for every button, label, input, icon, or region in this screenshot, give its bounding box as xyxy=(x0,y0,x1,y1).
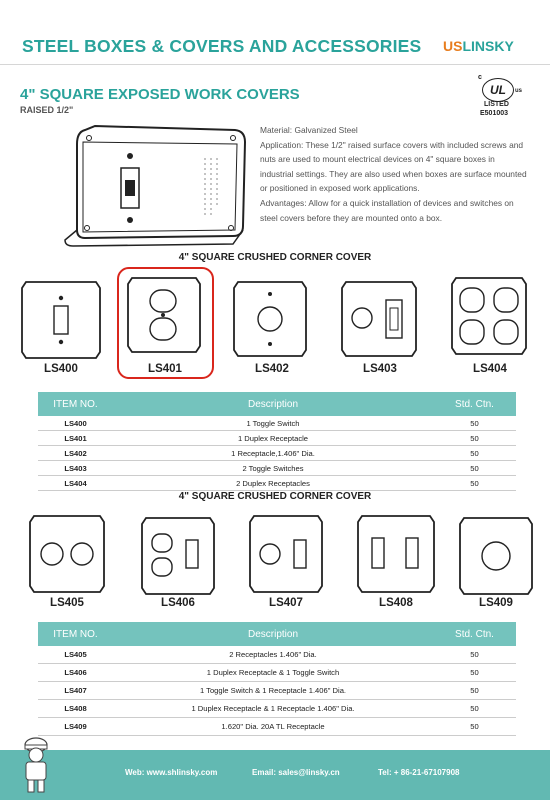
item-description: 1 Receptacle,1.406" Dia. xyxy=(231,448,315,458)
brand-logo xyxy=(443,38,514,54)
section-title: 4" SQUARE EXPOSED WORK COVERS xyxy=(20,86,300,103)
group2-spec-table xyxy=(38,622,516,736)
item-no: LS409 xyxy=(64,722,87,731)
item-std-ctn: 50 xyxy=(470,478,479,488)
cover-ls407-image xyxy=(246,512,326,596)
item-std-ctn: 50 xyxy=(470,668,479,677)
cover-ls405-image xyxy=(26,512,108,596)
table-row xyxy=(38,416,516,431)
header-description: Description xyxy=(247,398,299,410)
item-std-ctn: 50 xyxy=(470,433,479,443)
cover-label-ls405: LS405 xyxy=(50,597,84,609)
exposed-work-cover-illustration xyxy=(55,118,255,250)
cover-ls402-image xyxy=(230,278,310,360)
advantages-text: Advantages: Allow for a quick installation of devices and switches on steel covers before they are mounted onto a box. xyxy=(260,197,514,223)
item-description: 2 Duplex Receptacles xyxy=(236,478,310,488)
item-no: LS406 xyxy=(64,668,87,677)
item-description: 2 Toggle Switches xyxy=(242,463,304,473)
group1-heading: 4" SQUARE CRUSHED CORNER COVER xyxy=(178,252,372,263)
group2-heading: 4" SQUARE CRUSHED CORNER COVER xyxy=(178,491,372,502)
table-row xyxy=(38,718,516,736)
table-row xyxy=(38,431,516,446)
item-no: LS404 xyxy=(64,478,87,488)
material-text: Material: Galvanized Steel xyxy=(260,125,358,135)
header-std-ctn: Std. Ctn. xyxy=(455,398,494,410)
item-no: LS403 xyxy=(64,463,87,473)
cover-label-ls401: LS401 xyxy=(148,363,182,375)
footer-email[interactable]: Email: sales@linsky.cn xyxy=(252,768,340,777)
brand-logo-us: US xyxy=(443,38,463,54)
page-title: STEEL BOXES & COVERS AND ACCESSORIES xyxy=(22,36,422,56)
ul-c-mark: c xyxy=(478,74,482,81)
item-description: 1 Duplex Receptacle xyxy=(237,433,309,443)
table-row xyxy=(38,476,516,491)
header-description: Description xyxy=(247,628,299,640)
application-text: Application: These 1/2" raised surface covers with included screws and nuts are used to mount electrical devices on 4" square boxes in industrial settings. They are also used when boxes are surface mounted or positioned in exposed work applications. xyxy=(260,139,527,194)
item-no: LS407 xyxy=(64,686,87,695)
header-divider xyxy=(0,64,550,65)
table-row xyxy=(38,664,516,682)
item-std-ctn: 50 xyxy=(470,418,479,428)
item-no: LS400 xyxy=(64,418,87,428)
item-description: 1 Duplex Receptacle & 1 Toggle Switch xyxy=(206,668,340,677)
cover-label-ls403: LS403 xyxy=(363,363,397,375)
cover-ls408-image xyxy=(354,512,438,596)
ul-listed-label: LISTED xyxy=(484,101,509,108)
cover-ls409-image xyxy=(456,514,536,598)
footer-phone: Tel: + 86-21-67107908 xyxy=(378,768,460,777)
item-std-ctn: 50 xyxy=(470,704,479,713)
table-row xyxy=(38,682,516,700)
item-std-ctn: 50 xyxy=(470,448,479,458)
cover-ls403-image xyxy=(338,278,420,360)
item-std-ctn: 50 xyxy=(470,650,479,659)
cover-label-ls408: LS408 xyxy=(379,597,413,609)
ul-listed-icon: UL xyxy=(482,78,514,102)
item-description: 1 Toggle Switch & 1 Receptacle 1.406" Dia. xyxy=(199,686,347,695)
item-std-ctn: 50 xyxy=(470,686,479,695)
cover-label-ls402: LS402 xyxy=(255,363,289,375)
brand-logo-name: LINSKY xyxy=(462,38,514,54)
group1-spec-table xyxy=(38,392,516,491)
ul-file-number: E501003 xyxy=(480,110,509,117)
item-no: LS408 xyxy=(64,704,87,713)
item-no: LS402 xyxy=(64,448,87,458)
table-header xyxy=(38,622,516,646)
cover-label-ls409: LS409 xyxy=(479,597,513,609)
header-std-ctn: Std. Ctn. xyxy=(455,628,494,640)
header-item-no: ITEM NO. xyxy=(53,628,98,640)
cover-ls406-image xyxy=(138,514,218,598)
table-header xyxy=(38,392,516,416)
table-row xyxy=(38,646,516,664)
item-description: 1 Toggle Switch xyxy=(246,418,300,428)
cover-ls404-image xyxy=(448,274,530,358)
cover-label-ls400: LS400 xyxy=(44,363,78,375)
item-std-ctn: 50 xyxy=(470,722,479,731)
item-std-ctn: 50 xyxy=(470,463,479,473)
table-row xyxy=(38,700,516,718)
product-description xyxy=(260,123,528,225)
item-no: LS401 xyxy=(64,433,87,443)
table-row xyxy=(38,446,516,461)
section-subtitle: RAISED 1/2" xyxy=(20,105,74,115)
worker-mascot-icon xyxy=(16,735,56,795)
cover-label-ls407: LS407 xyxy=(269,597,303,609)
item-description: 2 Receptacles 1.406" Dia. xyxy=(229,650,317,659)
item-description: 1.620" Dia. 20A TL Receptacle xyxy=(221,722,325,731)
ul-us-mark: us xyxy=(515,88,523,94)
footer-website[interactable]: Web: www.shlinsky.com xyxy=(125,768,218,777)
item-description: 1 Duplex Receptacle & 1 Receptacle 1.406" Dia. xyxy=(191,704,355,713)
item-no: LS405 xyxy=(64,650,87,659)
table-row xyxy=(38,461,516,476)
cover-label-ls406: LS406 xyxy=(161,597,195,609)
cover-label-ls404: LS404 xyxy=(473,363,507,375)
header-item-no: ITEM NO. xyxy=(53,398,98,410)
cover-ls400-image xyxy=(18,278,104,362)
